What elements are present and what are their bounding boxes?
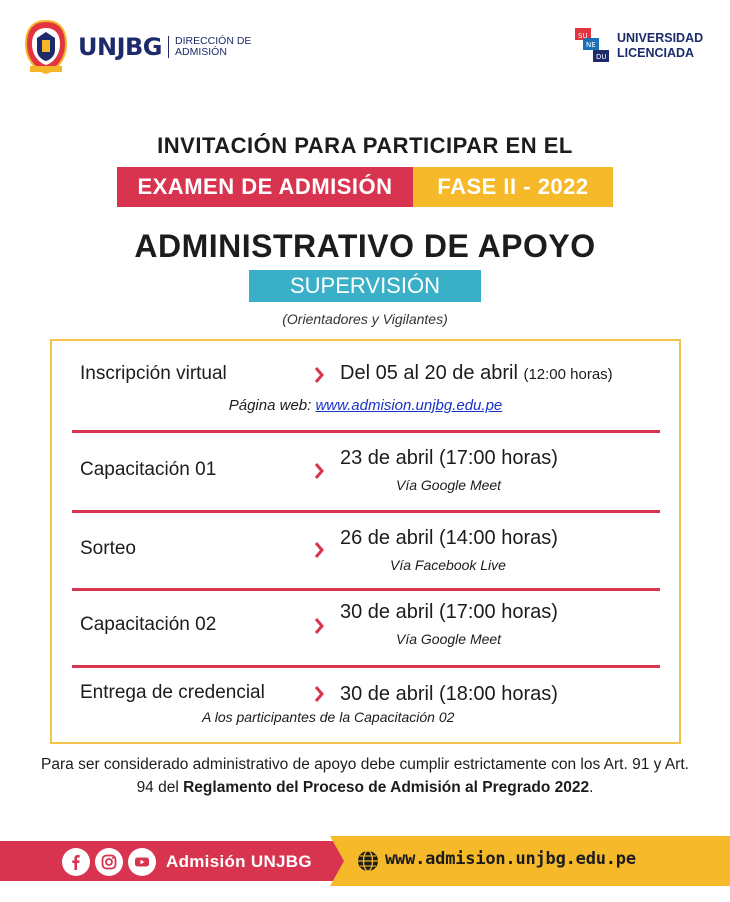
chevron-right-icon	[314, 618, 324, 634]
invitation-heading: INVITACIÓN PARA PARTICIPAR EN EL	[157, 133, 573, 158]
draw-date: 26 de abril (14:00 horas)	[340, 527, 558, 549]
row-divider	[72, 588, 660, 591]
logo-subtitle	[175, 36, 251, 58]
row-divider	[72, 430, 660, 433]
facebook-icon[interactable]	[62, 848, 90, 876]
note-end: .	[589, 779, 594, 796]
admission-web-link[interactable]: www.admision.unjbg.edu.pe	[315, 397, 503, 414]
row-divider	[72, 665, 660, 668]
chevron-right-icon	[314, 686, 324, 702]
credential-via: A los participantes de la Capacitación 02	[202, 709, 455, 725]
instagram-icon[interactable]	[95, 848, 123, 876]
sunedu-ne: NE	[586, 41, 596, 49]
social-handle: Admisión UNJBG	[166, 852, 312, 871]
training1-label: Capacitación 01	[80, 459, 217, 480]
logo-wordmark: UNJBG	[78, 33, 162, 61]
draw-via: Vía Facebook Live	[390, 557, 506, 573]
page-title: ADMINISTRATIVO DE APOYO	[134, 228, 596, 264]
license-text	[617, 31, 703, 61]
exam-banner: EXAMEN DE ADMISIÓN	[117, 167, 413, 207]
logo-sub-line2: ADMISIÓN	[175, 46, 227, 58]
registration-label: Inscripción virtual	[80, 363, 227, 384]
logo-sub-line1: DIRECCIÓN DE	[175, 35, 252, 47]
registration-date-range: Del 05 al 20 de abril	[340, 362, 518, 384]
phase-banner: FASE II - 2022	[413, 167, 613, 207]
chevron-right-icon	[314, 367, 324, 383]
social-links	[62, 848, 312, 876]
youtube-icon[interactable]	[128, 848, 156, 876]
footer-website-link[interactable]: www.admision.unjbg.edu.pe	[385, 849, 636, 869]
credential-date: 30 de abril (18:00 horas)	[340, 683, 558, 705]
chevron-right-icon	[314, 542, 324, 558]
training2-date: 30 de abril (17:00 horas)	[340, 601, 558, 623]
schedule-box	[50, 339, 681, 744]
license-line2: LICENCIADA	[617, 46, 695, 60]
training1-date: 23 de abril (17:00 horas)	[340, 447, 558, 469]
sunedu-icon	[575, 26, 611, 66]
web-prefix: Página web:	[228, 397, 312, 414]
university-seal-icon	[22, 18, 70, 76]
registration-date	[340, 362, 613, 385]
row-divider	[72, 510, 660, 513]
training1-via: Vía Google Meet	[396, 477, 502, 493]
credential-label: Entrega de credencial	[80, 682, 265, 703]
supervision-badge: SUPERVISIÓN	[249, 270, 481, 302]
draw-label: Sorteo	[80, 538, 136, 559]
registration-web	[52, 397, 679, 414]
license-line1: UNIVERSIDAD	[617, 31, 704, 45]
registration-time: (12:00 horas)	[523, 366, 613, 383]
sunedu-du: DU	[596, 53, 607, 61]
training2-label: Capacitación 02	[80, 614, 217, 635]
sunedu-license-logo	[575, 26, 703, 66]
logo-divider	[168, 36, 169, 58]
sunedu-su: SU	[578, 32, 588, 40]
note-regulation: Reglamento del Proceso de Admisión al Pregrado 2022	[183, 779, 590, 796]
globe-icon	[357, 850, 379, 872]
requirements-note	[40, 753, 690, 799]
roles-subtitle: (Orientadores y Vigilantes)	[282, 311, 448, 327]
unjbg-logo	[22, 18, 251, 76]
chevron-right-icon	[314, 463, 324, 479]
note-text: Para ser considerado administrativo de apoyo debe cumplir estrictamente con los Art. 91 y Art. 94 del	[41, 756, 689, 796]
training2-via: Vía Google Meet	[396, 631, 502, 647]
